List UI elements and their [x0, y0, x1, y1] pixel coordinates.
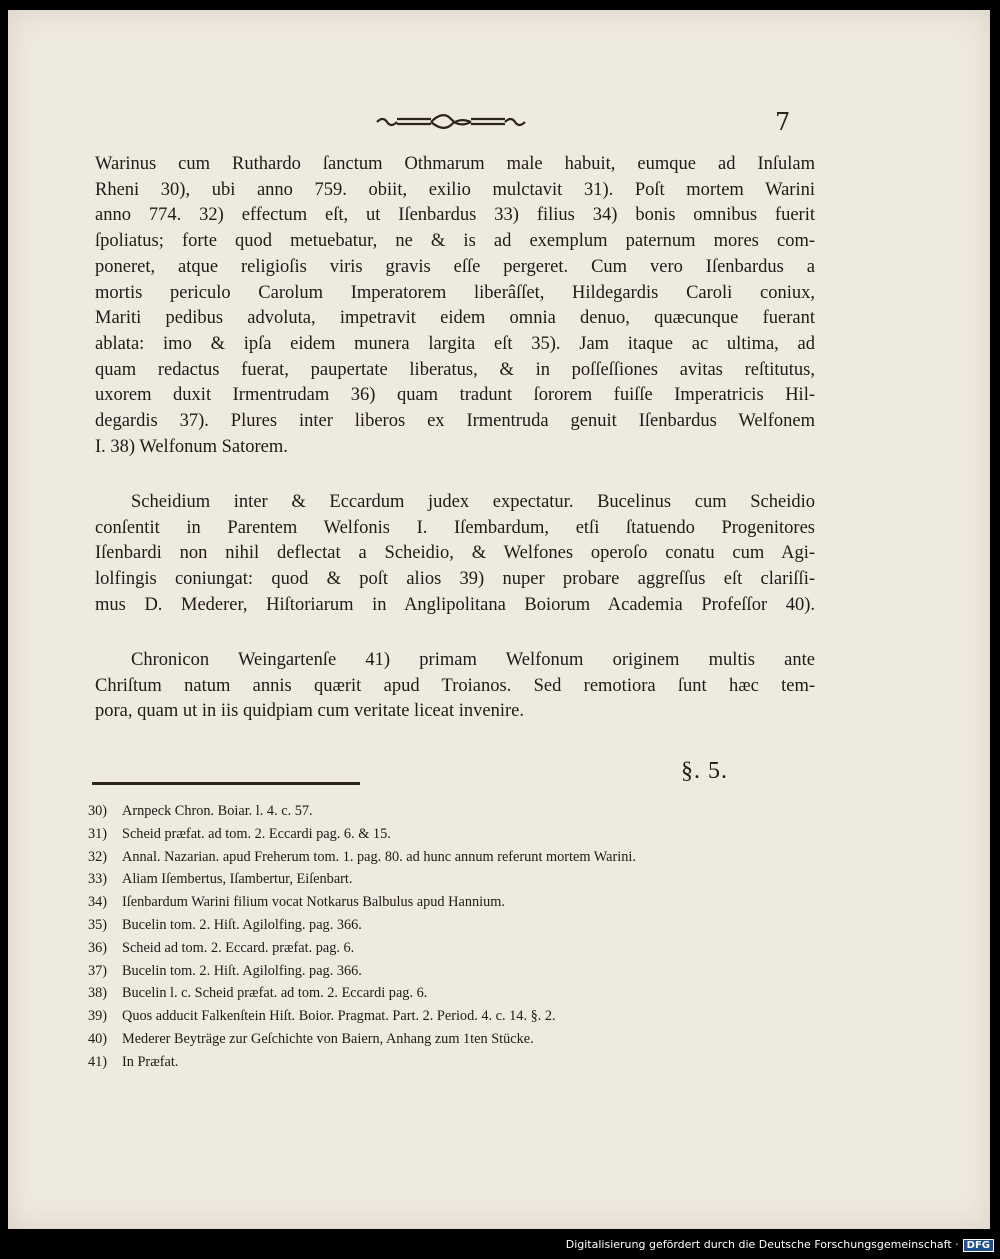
footnote	[88, 823, 828, 846]
book-page	[8, 10, 990, 1229]
footnote-text: In Præfat.	[122, 1053, 179, 1070]
footnote-number: 37)	[88, 962, 108, 979]
footnote-number: 36)	[88, 939, 108, 956]
paragraph-3	[95, 648, 815, 725]
text-line: ſpoliatus; forte quod metuebatur, ne & is ad exemplum paternum mores com-	[95, 231, 815, 252]
footnote-text: Scheid præfat. ad tom. 2. Eccardi pag. 6. & 15.	[122, 825, 391, 842]
footnote	[88, 982, 828, 1005]
footnote	[88, 846, 828, 869]
digitization-credit	[566, 1238, 994, 1252]
text-line: mortis periculo Carolum Imperatorem liberâſſet, Hildegardis Caroli coniux,	[95, 282, 815, 303]
footnote	[88, 1005, 828, 1028]
text-line: Warinus cum Ruthardo ſanctum Othmarum male habuit, eumque ad Inſulam	[95, 154, 815, 174]
ornament-icon	[373, 107, 529, 137]
text-line: ablata: imo & ipſa eidem munera largita eſt 35). Jam itaque ac ultima, ad	[95, 333, 815, 354]
text-line: Iſenbardi non nihil deflectat a Scheidio, & Welfones operoſo conatu cum Agi-	[95, 543, 815, 564]
footnote	[88, 800, 828, 823]
footnote-divider	[92, 782, 360, 785]
footnotes	[88, 800, 828, 1074]
text-line: Chronicon Weingartenſe 41) primam Welfonum originem multis ante	[131, 650, 815, 670]
footnote-text: Bucelin tom. 2. Hiſt. Agilolfing. pag. 366.	[122, 916, 362, 933]
footnote-text: Aliam Iſembertus, Iſambertur, Eiſenbart.	[122, 871, 353, 888]
text-line: quam redactus fuerat, paupertate liberatus, & in poſſeſſiones avitas reſtitutus,	[95, 359, 815, 380]
footnote-number: 31)	[88, 825, 108, 842]
text-line: anno 774. 32) effectum eſt, ut Iſenbardus 33) filius 34) bonis omnibus fuerit	[95, 205, 815, 226]
footnote-text: Iſenbardum Warini filium vocat Notkarus Balbulus apud Hannium.	[122, 894, 505, 911]
text-line: pora, quam ut in iis quidpiam cum veritate liceat invenire.	[95, 701, 524, 722]
dfg-logo-icon: DFG	[963, 1239, 994, 1252]
footnote	[88, 960, 828, 983]
footnote	[88, 937, 828, 960]
footnote-number: 32)	[88, 848, 108, 865]
paragraph-2	[95, 490, 815, 619]
footnote-number: 40)	[88, 1030, 108, 1047]
footnote-number: 33)	[88, 871, 108, 888]
text-line: Rheni 30), ubi anno 759. obiit, exilio mulctavit 31). Poſt mortem Warini	[95, 179, 815, 200]
paragraph-1	[95, 152, 815, 460]
footnote	[88, 868, 828, 891]
footnote-text: Bucelin tom. 2. Hiſt. Agilolfing. pag. 366.	[122, 962, 362, 979]
footnote-text: Scheid ad tom. 2. Eccard. præfat. pag. 6.	[122, 939, 355, 956]
footnote-text: Bucelin l. c. Scheid præfat. ad tom. 2. Eccardi pag. 6.	[122, 985, 428, 1002]
footnote-number: 38)	[88, 985, 108, 1002]
footnote-text: Annal. Nazarian. apud Freherum tom. 1. pag. 80. ad hunc annum referunt mortem Warini.	[122, 848, 636, 865]
text-line: poneret, atque religioſis viris gravis eſſe pergeret. Cum vero Iſenbardus a	[95, 256, 815, 277]
footnote	[88, 891, 828, 914]
footnote-number: 39)	[88, 1008, 108, 1025]
footnote	[88, 1051, 828, 1074]
footnote-text: Arnpeck Chron. Boiar. l. 4. c. 57.	[122, 803, 313, 819]
text-line: Mariti pedibus advoluta, impetravit eidem omnia denuo, quæcunque fuerant	[95, 308, 815, 329]
text-line: Chriſtum natum annis quærit apud Troianos. Sed remotiora ſunt hæc tem-	[95, 675, 815, 696]
text-line: uxorem duxit Irmentrudam 36) quam tradunt ſororem fuiſſe Imperatricis Hil-	[95, 385, 815, 406]
text-line: mus D. Mederer, Hiſtoriarum in Anglipolitana Boiorum Academia Profeſſor 40).	[95, 594, 815, 615]
section-mark: §. 5.	[681, 758, 728, 784]
text-line: degardis 37). Plures inter liberos ex Irmentruda genuit Iſenbardus Welfonem	[95, 411, 815, 432]
page-number: 7	[775, 108, 791, 136]
text-line: I. 38) Welfonum Satorem.	[95, 436, 288, 457]
footnote	[88, 1028, 828, 1051]
footnote	[88, 914, 828, 937]
footnote-number: 30)	[88, 803, 108, 819]
text-line: Scheidium inter & Eccardum judex expectatur. Bucelinus cum Scheidio	[131, 492, 815, 512]
credit-text: Digitalisierung gefördert durch die Deutsche Forschungsgemeinschaft ·	[565, 1238, 959, 1251]
footnote-number: 35)	[88, 916, 108, 933]
footnote-number: 34)	[88, 894, 108, 911]
footnote-text: Mederer Beyträge zur Geſchichte von Baiern, Anhang zum 1ten Stücke.	[122, 1030, 534, 1047]
footnote-number: 41)	[88, 1053, 108, 1070]
footnote-text: Quos adducit Falkenſtein Hiſt. Boior. Pragmat. Part. 2. Period. 4. c. 14. §. 2.	[122, 1008, 556, 1025]
text-line: lolfingis coniungat: quod & poſt alios 39) nuper probare aggreſſus eſt clariſſi-	[95, 569, 815, 590]
text-line: conſentit in Parentem Welfonis I. Iſembardum, etſi ſtatuendo Progenitores	[95, 517, 815, 538]
